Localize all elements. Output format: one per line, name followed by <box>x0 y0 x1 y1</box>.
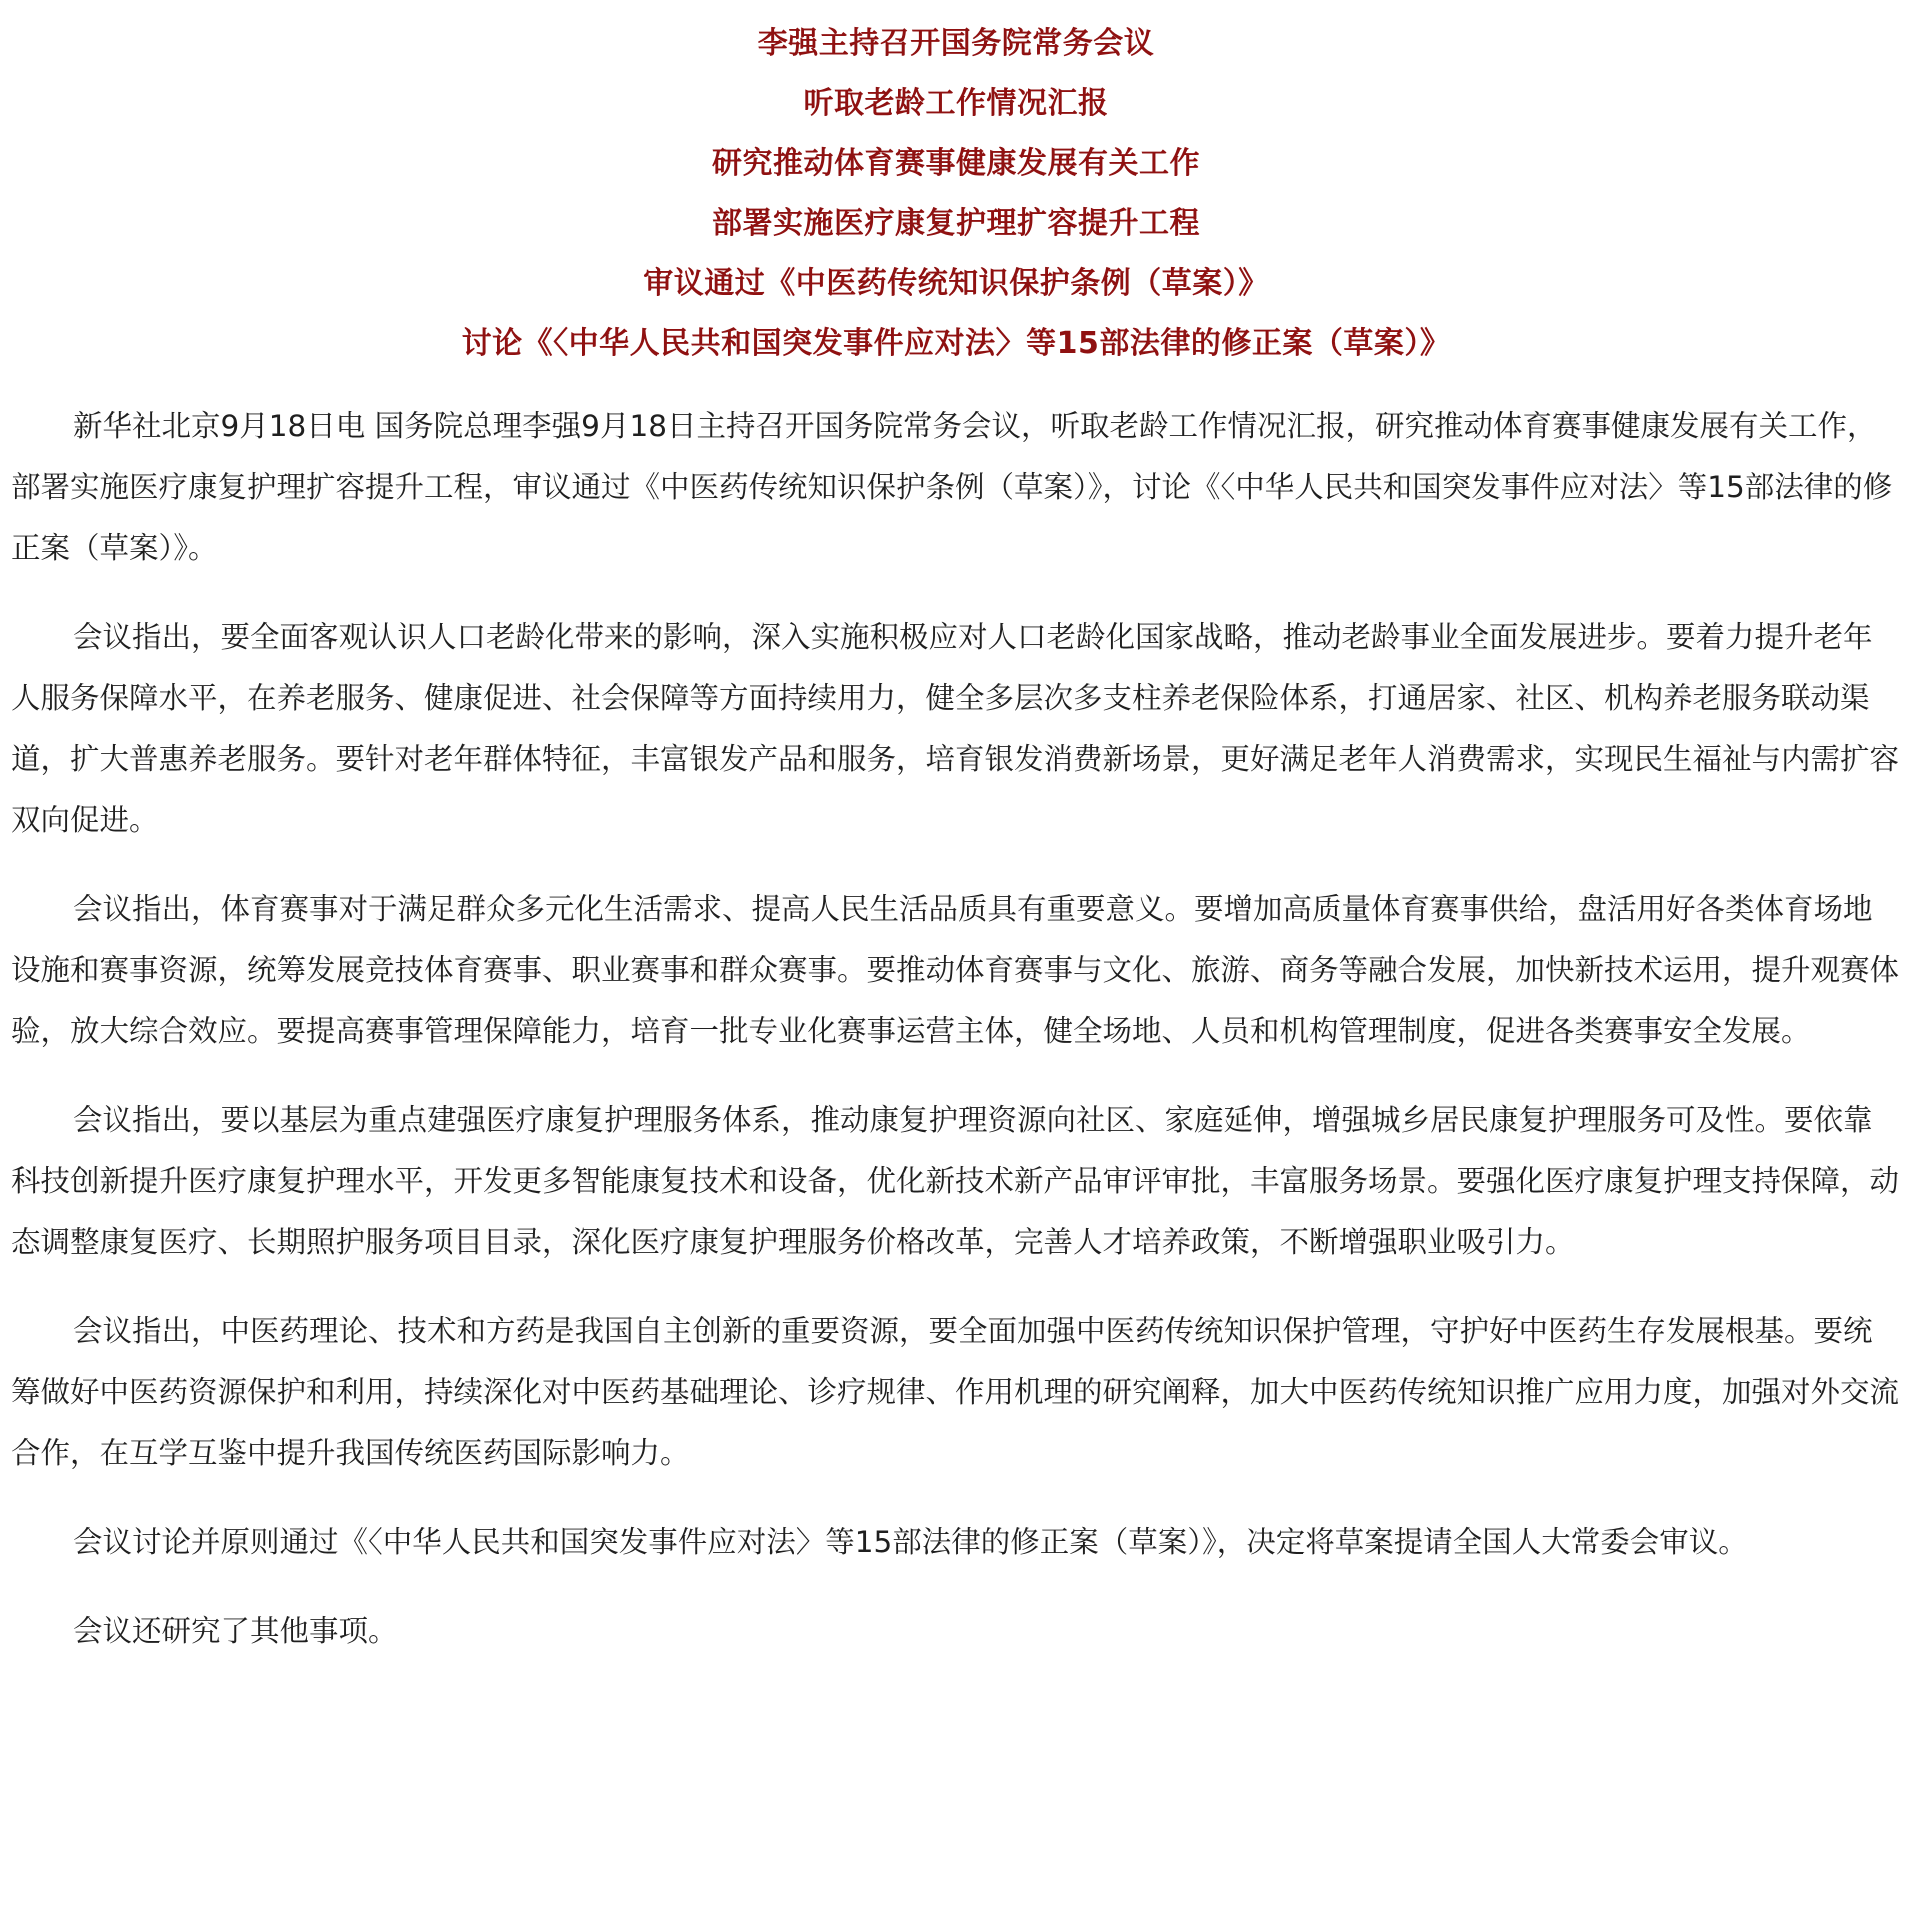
headline-sub-elderly-work: 听取老龄工作情况汇报 <box>803 86 1109 121</box>
headline-sub-sports-events: 研究推动体育赛事健康发展有关工作 <box>712 146 1200 181</box>
headline-sub-rehab-care: 部署实施医疗康复护理扩容提升工程 <box>712 206 1200 241</box>
article-body <box>11 396 1901 1662</box>
paragraph-law: 会议讨论并原则通过《〈中华人民共和国突发事件应对法〉等15部法律的修正案（草案）》，决定将草案提请全国人大常委会审议。 <box>73 1525 1748 1559</box>
paragraph-rehab: 会议指出，要以基层为重点建强医疗康复护理服务体系，推动康复护理资源向社区、家庭延伸，增强城乡居民康复护理服务可及性。要依靠科技创新提升医疗康复护理水平，开发更多智能康复技术和设备，优化新技术新产品审评审批，丰富服务场景。要强化医疗康复护理支持保障，动态调整康复医疗、长期照护服务项目目录，深化医疗康复护理服务价格改革，完善人才培养政策，不断增强职业吸引力。 <box>11 1103 1900 1259</box>
headline-sub-tcm-regulation: 审议通过《中医药传统知识保护条例（草案）》 <box>643 266 1269 301</box>
paragraph-tcm: 会议指出，中医药理论、技术和方药是我国自主创新的重要资源，要全面加强中医药传统知识保护管理，守护好中医药生存发展根基。要统筹做好中医药资源保护和利用，持续深化对中医药基础理论、诊疗规律、作用机理的研究阐释，加大中医药传统知识推广应用力度，加强对外交流合作，在互学互鉴中提升我国传统医药国际影响力。 <box>11 1314 1900 1470</box>
headline-sub-law-amendment: 讨论《〈中华人民共和国突发事件应对法〉等15部法律的修正案（草案）》 <box>461 326 1451 361</box>
headline-block <box>11 14 1901 374</box>
paragraph-other: 会议还研究了其他事项。 <box>73 1614 398 1648</box>
paragraph-sports: 会议指出，体育赛事对于满足群众多元化生活需求、提高人民生活品质具有重要意义。要增加高质量体育赛事供给，盘活用好各类体育场地设施和赛事资源，统筹发展竞技体育赛事、职业赛事和群众赛事。要推动体育赛事与文化、旅游、商务等融合发展，加快新技术运用，提升观赛体验，放大综合效应。要提高赛事管理保障能力，培育一批专业化赛事运营主体，健全场地、人员和机构管理制度，促进各类赛事安全发展。 <box>11 892 1900 1048</box>
headline-main: 李强主持召开国务院常务会议 <box>757 26 1155 61</box>
paragraph-elderly: 会议指出，要全面客观认识人口老龄化带来的影响，深入实施积极应对人口老龄化国家战略，推动老龄事业全面发展进步。要着力提升老年人服务保障水平，在养老服务、健康促进、社会保障等方面持续用力，健全多层次多支柱养老保险体系，打通居家、社区、机构养老服务联动渠道，扩大普惠养老服务。要针对老年群体特征，丰富银发产品和服务，培育银发消费新场景，更好满足老年人消费需求，实现民生福祉与内需扩容双向促进。 <box>11 620 1900 837</box>
paragraph-lead: 新华社北京9月18日电 国务院总理李强9月18日主持召开国务院常务会议，听取老龄工作情况汇报，研究推动体育赛事健康发展有关工作，部署实施医疗康复护理扩容提升工程，审议通过《中医药传统知识保护条例（草案）》，讨论《〈中华人民共和国突发事件应对法〉等15部法律的修正案（草案）》。 <box>11 409 1893 565</box>
